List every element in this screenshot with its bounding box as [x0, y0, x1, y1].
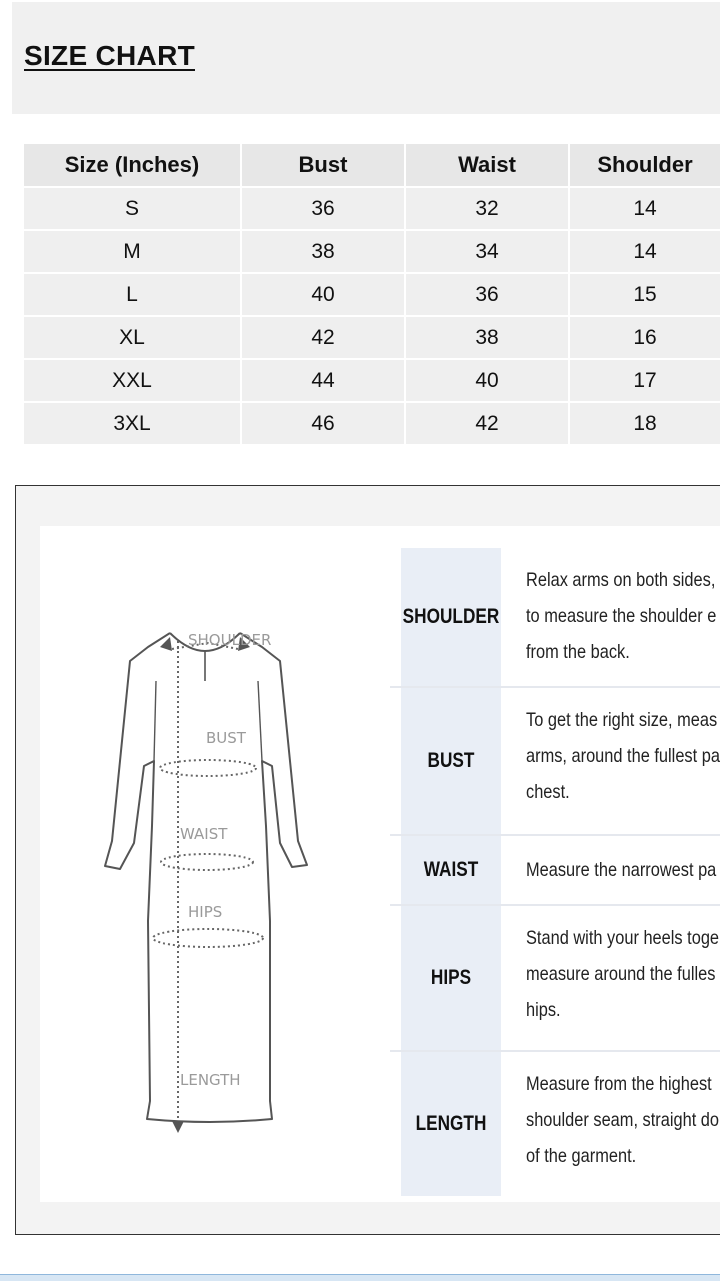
- table-cell: XL: [23, 316, 241, 359]
- measure-label: HIPS: [401, 906, 501, 1050]
- table-row: [23, 273, 720, 316]
- measurement-instructions: [390, 548, 720, 1196]
- table-row: [23, 402, 720, 445]
- measure-label: BUST: [401, 688, 501, 834]
- diagram-label-bust: BUST: [206, 729, 246, 747]
- diagram-label-shoulder: SHOULDER: [188, 631, 272, 649]
- table-cell: 42: [405, 402, 569, 445]
- table-cell: 44: [241, 359, 405, 402]
- column-header-bust: Bust: [241, 143, 405, 187]
- table-header-row: [23, 143, 720, 187]
- table-cell: 3XL: [23, 402, 241, 445]
- diagram-label-waist: WAIST: [180, 825, 228, 843]
- size-table: [22, 142, 720, 446]
- measurement-guide-panel: [15, 485, 720, 1235]
- measure-row-shoulder: [390, 548, 720, 688]
- measure-description: Measure the narrowest pa: [526, 859, 717, 881]
- measure-description: To get the right size, meas arms, around the fullest pa chest.: [526, 709, 720, 803]
- column-header-size: Size (Inches): [23, 143, 241, 187]
- page-title: SIZE CHART: [24, 40, 195, 71]
- measure-label: LENGTH: [401, 1052, 501, 1196]
- column-header-shoulder: Shoulder: [569, 143, 720, 187]
- table-cell: L: [23, 273, 241, 316]
- table-cell: 17: [569, 359, 720, 402]
- measure-description: Measure from the highest shoulder seam, straight do of the garment.: [526, 1073, 720, 1167]
- table-cell: S: [23, 187, 241, 230]
- table-cell: 16: [569, 316, 720, 359]
- table-row: [23, 230, 720, 273]
- diagram-label-length: LENGTH: [180, 1071, 241, 1089]
- dress-diagram: [100, 621, 310, 1161]
- table-cell: 36: [241, 187, 405, 230]
- table-cell: 14: [569, 187, 720, 230]
- table-cell: 38: [241, 230, 405, 273]
- measure-description: Stand with your heels toge measure around the fulles hips.: [526, 927, 720, 1021]
- table-cell: M: [23, 230, 241, 273]
- measurement-guide-content: [40, 526, 720, 1202]
- table-cell: 18: [569, 402, 720, 445]
- measure-description: Relax arms on both sides, to measure the shoulder e from the back.: [526, 569, 717, 663]
- table-row: [23, 187, 720, 230]
- size-chart-header: [12, 2, 720, 114]
- table-cell: 36: [405, 273, 569, 316]
- measure-label: WAIST: [401, 836, 501, 904]
- measure-label: SHOULDER: [401, 548, 501, 686]
- measure-row-hips: [390, 906, 720, 1052]
- table-row: [23, 316, 720, 359]
- table-cell: 46: [241, 402, 405, 445]
- table-cell: 15: [569, 273, 720, 316]
- measure-row-bust: [390, 688, 720, 836]
- column-header-waist: Waist: [405, 143, 569, 187]
- table-cell: 34: [405, 230, 569, 273]
- table-cell: 32: [405, 187, 569, 230]
- table-cell: 40: [405, 359, 569, 402]
- table-cell: 14: [569, 230, 720, 273]
- measure-row-length: [390, 1052, 720, 1196]
- table-row: [23, 359, 720, 402]
- diagram-label-hips: HIPS: [188, 903, 223, 921]
- table-cell: 42: [241, 316, 405, 359]
- table-cell: XXL: [23, 359, 241, 402]
- table-cell: 38: [405, 316, 569, 359]
- measure-row-waist: [390, 836, 720, 906]
- table-cell: 40: [241, 273, 405, 316]
